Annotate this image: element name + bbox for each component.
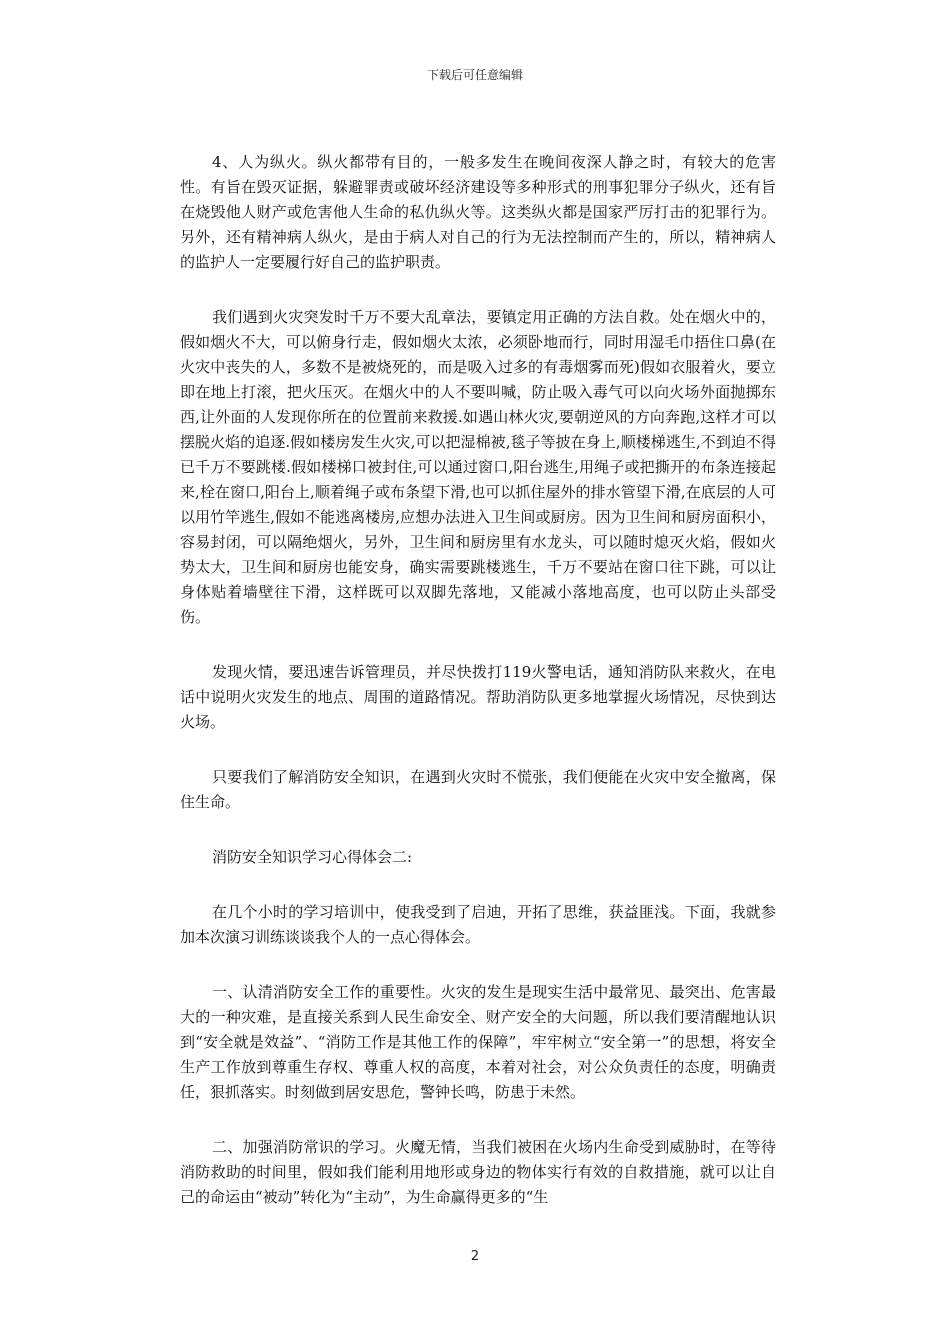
paragraph-point-one: 一、认清消防安全工作的重要性。火灾的发生是现实生活中最常见、最突出、危害最大的一种灾难，是直接关系到人民生命安全、财产安全的大问题，所以我们要清醒地认识到“安全就是效益”、“消防工作是其他工作的保障”，牢牢树立“安全第一”的思想，将安全生产工作放到尊重生存权、尊重人权的高度，本着对社会，对公众负责任的态度，明确责任，狠抓落实。时刻做到居安思危，警钟长鸣，防患于未然。 <box>180 983 776 1101</box>
paragraph-training-intro: 在几个小时的学习培训中，使我受到了启迪，开拓了思维，获益匪浅。下面，我就参加本次演习训练谈谈我个人的一点心得体会。 <box>180 903 776 946</box>
page-number: 2 <box>470 1249 480 1264</box>
paragraph-point-two: 二、加强消防常识的学习。火魔无情，当我们被困在火场内生命受到威胁时，在等待消防救助的时间里，假如我们能利用地形或身边的物体实行有效的自救措施，就可以让自己的命运由“被动”转化为“主动”，为生命赢得更多的“生 <box>180 1138 776 1206</box>
paragraph-report-fire: 发现火情，要迅速告诉管理员，并尽快拨打119火警电话，通知消防队来救火，在电话中说明火灾发生的地点、周围的道路情况。帮助消防队更多地掌握火场情况，尽快到达火场。 <box>180 663 776 731</box>
page-header: 下载后可任意编辑 <box>426 68 523 82</box>
paragraph-arson: 4、人为纵火。纵火都带有目的，一般多发生在晚间夜深人静之时，有较大的危害性。有旨在毁灭证据，躲避罪责或破坏经济建设等多种形式的刑事犯罪分子纵火，还有旨在烧毁他人财产或危害他人生命的私仇纵火等。这类纵火都是国家严厉打击的犯罪行为。另外，还有精神病人纵火，是由于病人对自己的行为无法控制而产生的，所以，精神病人的监护人一定要履行好自己的监护职责。 <box>180 153 776 271</box>
paragraph-self-rescue: 我们遇到火灾突发时千万不要大乱章法，要镇定用正确的方法自救。处在烟火中的，假如烟火不大，可以俯身行走，假如烟火太浓，必须卧地而行，同时用湿毛巾捂住口鼻(在火灾中丧失的人，多数不是被烧死的，而是吸入过多的有毒烟雾而死)假如衣服着火，要立即在地上打滚，把火压灭。在烟火中的人不要叫喊，防止吸入毒气可以向火场外面抛掷东西,让外面的人发现你所在的位置前来救援.如遇山林火灾,要朝逆风的方向奔跑,这样才可以摆脱火焰的追逐.假如楼房发生火灾,可以把湿棉被,毯子等披在身上,顺楼梯逃生,不到迫不得已千万不要跳楼.假如楼梯口被封住,可以通过窗口,阳台逃生,用绳子或把撕开的布条连接起来,栓在窗口,阳台上,顺着绳子或布条望下滑,也可以抓住屋外的排水管望下滑,在底层的人可以用竹竿逃生,假如不能逃离楼房,应想办法进入卫生间或厨房。因为卫生间和厨房面积小，容易封闭，可以隔绝烟火，另外，卫生间和厨房里有水龙头，可以随时熄灭火焰，假如火势太大，卫生间和厨房也能安身，确实需要跳楼逃生，千万不要站在窗口往下跳，可以让身体贴着墙壁往下滑，这样既可以双脚先落地，又能减小落地高度，也可以防止头部受伤。 <box>180 308 776 626</box>
document-body <box>180 150 776 1240</box>
paragraph-conclusion: 只要我们了解消防安全知识，在遇到火灾时不慌张，我们便能在火灾中安全撤离，保住生命。 <box>180 768 776 811</box>
section-heading: 消防安全知识学习心得体会二: <box>212 848 413 866</box>
